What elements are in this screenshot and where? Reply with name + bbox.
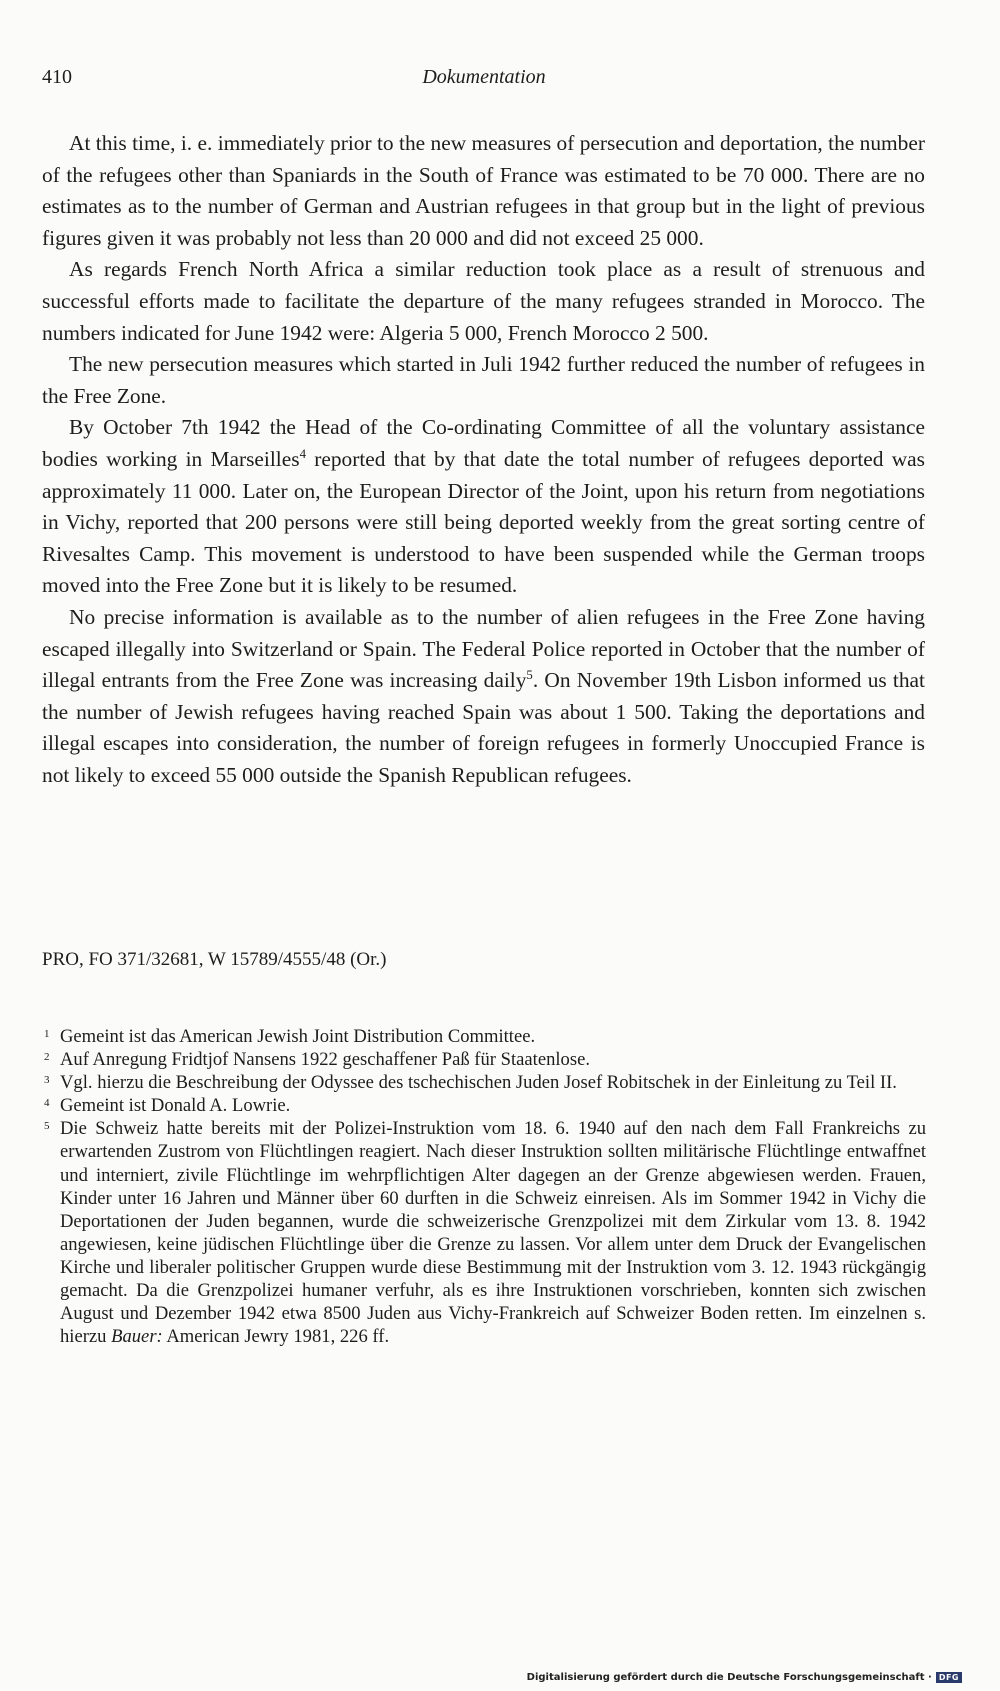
footnote: 5 Die Schweiz hatte bereits mit der Polizei-Instruktion vom 18. 6. 1940 auf den nach dem Fall Frankreichs zu erwartenden Zustrom von Flüchtlingen reagiert. Nach dieser Instruktion sollten militärische Flüchtlinge entwaffnet und interniert, zivile Flüchtlinge im wehrpflichtigen Alter dagegen an der Grenze abgewiesen werden. Frauen, Kinder unter 16 Jahren und Männer über 60 durften in die Schweiz einreisen. Als im Sommer 1942 in Vichy die Deportationen der Juden begannen, wurde die schweizerische Grenzpolizei mit dem Zirkular vom 13. 8. 1942 angewiesen, keine jüdischen Flüchtlinge über die Grenze zu lassen. Vor allem unter dem Druck der Evangelischen Kirche und liberaler politischer Gruppen wurde diese Bestimmung mit der Instruktion vom 3. 12. 1943 rückgängig gemacht. Da die Grenzpolizei humaner verfuhr, als es ihre Instruktionen vorschrieben, konnten sich zwischen August und Dezember 1942 etwa 8500 Juden aus Vichy-Frankreich auf Schweizer Boden retten. Im einzelnen s. hierzu Bauer: American Jewry 1981, 226 ff. bbox=[42, 1117, 926, 1348]
page-header bbox=[42, 66, 926, 96]
footnote-ref: 4 bbox=[299, 446, 306, 461]
footnote: 1 Gemeint ist das American Jewish Joint Distribution Committee. bbox=[42, 1025, 926, 1048]
source-citation: PRO, FO 371/32681, W 15789/4555/48 (Or.) bbox=[42, 949, 387, 970]
page-number: 410 bbox=[42, 66, 72, 88]
footnote-number: 2 bbox=[44, 1051, 50, 1064]
footnote-number: 4 bbox=[44, 1097, 50, 1110]
paragraph: At this time, i. e. immediately prior to the new measures of persecution and deportation, the number of the refugees other than Spaniards in the South of France was estimated to be 70 000. There are no estimates as to the number of German and Austrian refugees in that group but in the light of previous figures given it was probably not less than 20 000 and did not exceed 25 000. bbox=[42, 131, 925, 250]
footnote-number: 1 bbox=[44, 1028, 50, 1040]
body-text bbox=[42, 128, 925, 791]
credit-text: Digitalisierung gefördert durch die Deutsche Forschungsgemeinschaft · bbox=[526, 1672, 932, 1683]
footnote: 4 Gemeint ist Donald A. Lowrie. bbox=[42, 1094, 926, 1117]
footnote-number: 3 bbox=[44, 1074, 50, 1087]
digitization-credit bbox=[527, 1672, 962, 1683]
dfg-logo-icon: DFG bbox=[936, 1672, 962, 1683]
paragraph: By October 7th 1942 the Head of the Co-ordinating Committee of all the voluntary assistance bodies working in Marseilles$^4$ reported that by that date the total number of refugees deported was approximately 11 000. Later on, the European Director of the Joint, upon his return from negotiations in Vichy, reported that 200 persons were still being deported weekly from the great sorting centre of Rivesaltes Camp. This movement is understood to have been suspended while the German troops moved into the Free Zone but it is likely to be resumed. bbox=[42, 415, 925, 598]
footnote: 2 Auf Anregung Fridtjof Nansens 1922 geschaffener Paß für Staatenlose. bbox=[42, 1048, 926, 1071]
running-title: Dokumentation bbox=[422, 66, 546, 88]
footnotes bbox=[42, 1025, 926, 1348]
footnote-number: 5 bbox=[44, 1120, 50, 1133]
paragraph: The new persecution measures which started in Juli 1942 further reduced the number of refugees in the Free Zone. bbox=[42, 352, 925, 408]
paragraph: As regards French North Africa a similar reduction took place as a result of strenuous and successful efforts made to facilitate the departure of the many refugees stranded in Morocco. The numbers indicated for June 1942 were: Algeria 5 000, French Morocco 2 500. bbox=[42, 257, 925, 345]
footnote: 3 Vgl. hierzu die Beschreibung der Odyssee des tschechischen Juden Josef Robitschek in der Einleitung zu Teil II. bbox=[42, 1071, 926, 1094]
paragraph: No precise information is available as to the number of alien refugees in the Free Zone having escaped illegally into Switzerland or Spain. The Federal Police reported in October that the number of illegal entrants from the Free Zone was increasing daily$^5$. On November 19th Lisbon informed us that the number of Jewish refugees having reached Spain was about 1 500. Taking the deportations and illegal escapes into consideration, the number of foreign refugees in formerly Unoccupied France is not likely to exceed 55 000 outside the Spanish Republican refugees. bbox=[42, 604, 925, 787]
footnote-ref: 5 bbox=[526, 668, 533, 683]
